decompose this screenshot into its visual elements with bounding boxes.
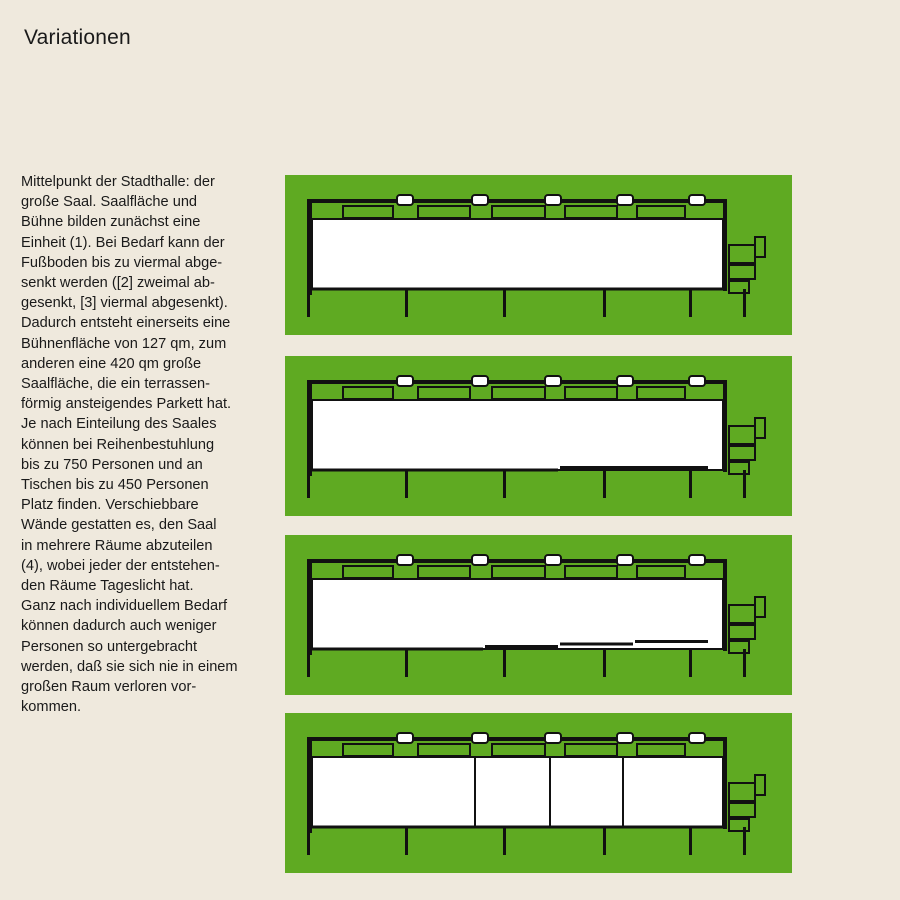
text-line: große Saal. Saalfläche und xyxy=(21,194,198,211)
right-wall xyxy=(723,559,727,651)
ceiling-bay xyxy=(418,566,470,578)
right-wall xyxy=(723,380,727,472)
foundation-post xyxy=(405,649,408,677)
roof-beam xyxy=(307,199,725,203)
hall-interior xyxy=(312,757,723,827)
text-line: gesenkt, [3] viermal abgesenkt). xyxy=(21,295,228,312)
foundation-post xyxy=(307,649,310,677)
text-line: Bühnenfläche von 127 qm, zum xyxy=(21,335,227,352)
foundation-post xyxy=(603,470,606,498)
foundation-post xyxy=(503,289,506,317)
foundation-post xyxy=(405,470,408,498)
ceiling-bay xyxy=(418,206,470,218)
text-line: kommen. xyxy=(21,699,82,716)
roof-truss xyxy=(617,376,633,386)
text-line: Tischen bis zu 450 Personen xyxy=(21,477,209,494)
text-line: werden, daß sie sich nie in einem xyxy=(21,658,238,675)
foundation-post xyxy=(503,827,506,855)
section-drawing-2 xyxy=(285,356,792,516)
foundation-post xyxy=(405,289,408,317)
text-line: Bühne bilden zunächst eine xyxy=(21,214,201,231)
roof-truss xyxy=(472,195,488,205)
roof-truss xyxy=(545,555,561,565)
roof-truss xyxy=(472,555,488,565)
body-text xyxy=(21,172,271,717)
annex-block xyxy=(755,775,765,795)
text-line: Einheit (1). Bei Bedarf kann der xyxy=(21,234,225,251)
section-drawing-1 xyxy=(285,175,792,335)
hall-interior xyxy=(312,400,723,470)
text-line: den Räume Tageslicht hat. xyxy=(21,578,194,595)
foundation-post xyxy=(689,470,692,498)
text-line: können bei Reihenbestuhlung xyxy=(21,436,215,453)
roof-truss xyxy=(617,733,633,743)
foundation-post xyxy=(503,470,506,498)
text-line: senkt werden ([2] zweimal ab- xyxy=(21,275,215,292)
section-drawing-3 xyxy=(285,535,792,695)
hall-interior xyxy=(312,219,723,289)
ceiling-bay xyxy=(343,566,393,578)
text-line: in mehrere Räume abzuteilen xyxy=(21,537,213,554)
annex-block xyxy=(729,605,755,623)
roof-truss xyxy=(689,195,705,205)
text-line: Personen so untergebracht xyxy=(21,638,198,655)
ceiling-bay xyxy=(492,566,545,578)
right-wall xyxy=(723,737,727,829)
foundation-post xyxy=(603,827,606,855)
hall-interior xyxy=(312,579,723,649)
ceiling-bay xyxy=(637,387,685,399)
right-wall xyxy=(723,199,727,291)
ceiling-bay xyxy=(565,387,617,399)
foundation-post xyxy=(405,827,408,855)
annex-block xyxy=(729,625,755,639)
ceiling-bay xyxy=(565,744,617,756)
ceiling-bay xyxy=(637,566,685,578)
ceiling-bay xyxy=(343,387,393,399)
ceiling-bay xyxy=(343,744,393,756)
text-line: großen Raum verloren vor- xyxy=(21,679,197,696)
text-line: Saalfläche, die ein terrassen- xyxy=(21,376,211,393)
roof-truss xyxy=(472,733,488,743)
annex-block xyxy=(729,426,755,444)
text-line: Fußboden bis zu viermal abge- xyxy=(21,254,223,271)
roof-beam xyxy=(307,380,725,384)
roof-truss xyxy=(689,733,705,743)
section-figure-3 xyxy=(285,535,792,695)
ceiling-bay xyxy=(418,744,470,756)
foundation-post xyxy=(307,289,310,317)
foundation-post xyxy=(503,649,506,677)
roof-truss xyxy=(397,733,413,743)
section-drawing-4 xyxy=(285,713,792,873)
foundation-post xyxy=(603,649,606,677)
ceiling-bay xyxy=(565,566,617,578)
ceiling-bay xyxy=(565,206,617,218)
foundation-post xyxy=(307,470,310,498)
text-line: förmig ansteigendes Parkett hat. xyxy=(21,396,232,413)
ceiling-bay xyxy=(492,387,545,399)
annex-block xyxy=(755,597,765,617)
roof-truss xyxy=(617,195,633,205)
roof-truss xyxy=(397,195,413,205)
foundation-post xyxy=(689,289,692,317)
annex-block xyxy=(729,783,755,801)
annex-block xyxy=(729,803,755,817)
ceiling-bay xyxy=(637,744,685,756)
text-line: können dadurch auch weniger xyxy=(21,618,217,635)
foundation-post xyxy=(603,289,606,317)
roof-truss xyxy=(397,376,413,386)
roof-truss xyxy=(545,733,561,743)
text-line: Ganz nach individuellem Bedarf xyxy=(21,598,228,615)
ceiling-bay xyxy=(492,744,545,756)
text-line: Dadurch entsteht einerseits eine xyxy=(21,315,231,332)
foundation-post xyxy=(689,649,692,677)
ceiling-bay xyxy=(492,206,545,218)
roof-beam xyxy=(307,737,725,741)
foundation-post xyxy=(689,827,692,855)
roof-beam xyxy=(307,559,725,563)
text-line: Je nach Einteilung des Saales xyxy=(21,416,217,433)
text-line: Wände gestatten es, den Saal xyxy=(21,517,217,534)
section-figure-2 xyxy=(285,356,792,516)
ceiling-bay xyxy=(418,387,470,399)
page-title: Variationen xyxy=(24,26,131,50)
roof-truss xyxy=(545,376,561,386)
section-figure-1 xyxy=(285,175,792,335)
annex-block xyxy=(729,446,755,460)
text-line: Platz finden. Verschiebbare xyxy=(21,497,199,514)
roof-truss xyxy=(617,555,633,565)
text-line: (4), wobei jeder der entstehen- xyxy=(21,557,220,574)
ceiling-bay xyxy=(343,206,393,218)
foundation-post xyxy=(307,827,310,855)
text-line: Mittelpunkt der Stadthalle: der xyxy=(21,174,215,190)
text-line: anderen eine 420 qm große xyxy=(21,355,202,372)
annex-block xyxy=(755,237,765,257)
section-figure-4 xyxy=(285,713,792,873)
roof-truss xyxy=(545,195,561,205)
ceiling-bay xyxy=(637,206,685,218)
roof-truss xyxy=(689,555,705,565)
roof-truss xyxy=(689,376,705,386)
roof-truss xyxy=(397,555,413,565)
annex-block xyxy=(729,245,755,263)
text-line: bis zu 750 Personen und an xyxy=(21,456,203,473)
annex-block xyxy=(729,265,755,279)
roof-truss xyxy=(472,376,488,386)
annex-block xyxy=(755,418,765,438)
